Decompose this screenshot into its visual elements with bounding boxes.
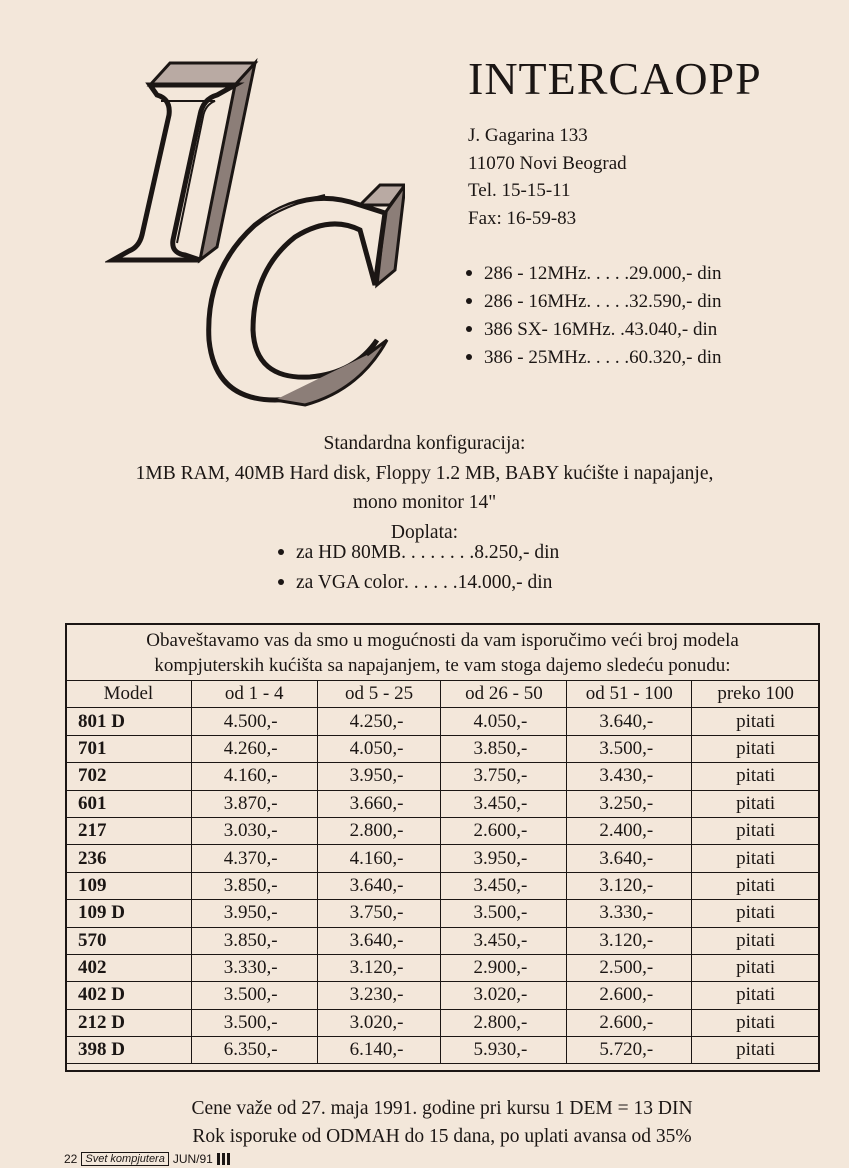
price-item bbox=[466, 288, 722, 316]
model-cell: 217 bbox=[66, 817, 192, 844]
model-cell: 402 bbox=[66, 954, 192, 981]
model-cell: 570 bbox=[66, 927, 192, 954]
price-cell: 3.640,- bbox=[567, 708, 692, 735]
address-street: J. Gagarina 133 bbox=[468, 125, 588, 146]
table-header-row bbox=[66, 681, 820, 708]
price-cell: 3.120,- bbox=[567, 872, 692, 899]
price-cell: 4.250,- bbox=[317, 708, 441, 735]
price-cell: 2.800,- bbox=[317, 817, 441, 844]
column-header: Model bbox=[66, 681, 192, 708]
column-header: od 51 - 100 bbox=[567, 681, 692, 708]
option-item bbox=[278, 538, 559, 568]
price-item-dots: . . . . . bbox=[586, 291, 630, 312]
price-item-price: 29.000,- din bbox=[629, 263, 722, 284]
price-cell: 2.600,- bbox=[567, 1009, 692, 1036]
bullet-icon bbox=[466, 326, 472, 332]
bullet-icon bbox=[278, 549, 284, 555]
issue-label: JUN/91 bbox=[172, 1152, 213, 1166]
price-cell: 3.660,- bbox=[317, 790, 441, 817]
table-row bbox=[66, 790, 820, 817]
table-row bbox=[66, 708, 820, 735]
option-dots: . . . . . . bbox=[403, 571, 458, 593]
case-price-table bbox=[65, 680, 820, 1064]
address-city: 11070 Novi Beograd bbox=[468, 152, 627, 174]
delivery-terms: Rok isporuke od ODMAH do 15 dana, po uplati avansa od 35% bbox=[192, 1126, 692, 1147]
terms bbox=[0, 1095, 849, 1151]
price-cell: 3.850,- bbox=[191, 927, 317, 954]
price-cell-ask: pitati bbox=[692, 927, 820, 954]
option-dots: . . . . . . . . bbox=[401, 542, 475, 563]
price-cell: 2.400,- bbox=[567, 817, 692, 844]
price-cell: 3.500,- bbox=[441, 900, 567, 927]
price-cell: 3.500,- bbox=[191, 982, 317, 1009]
price-cell-ask: pitati bbox=[692, 1009, 820, 1036]
barcode-icon bbox=[217, 1153, 230, 1165]
price-cell: 3.120,- bbox=[567, 927, 692, 954]
computer-price-list bbox=[466, 260, 722, 372]
company-address bbox=[468, 122, 627, 232]
price-item-model: 386 - 25MHz bbox=[484, 347, 587, 368]
model-cell: 601 bbox=[66, 790, 192, 817]
model-cell: 109 bbox=[66, 872, 192, 899]
price-cell: 2.600,- bbox=[441, 817, 567, 844]
model-cell: 702 bbox=[66, 763, 192, 790]
table-body bbox=[66, 708, 820, 1064]
config-line: 1MB RAM, 40MB Hard disk, Floppy 1.2 MB, BABY kućište i napajanje, bbox=[135, 462, 714, 484]
price-item-model: 286 - 16MHz bbox=[484, 291, 587, 312]
price-cell: 3.950,- bbox=[317, 763, 441, 790]
price-cell: 3.450,- bbox=[441, 790, 567, 817]
price-cell: 6.350,- bbox=[191, 1037, 317, 1064]
price-cell: 2.900,- bbox=[441, 954, 567, 981]
table-row bbox=[66, 817, 820, 844]
price-cell-ask: pitati bbox=[692, 708, 820, 735]
price-cell: 3.950,- bbox=[441, 845, 567, 872]
price-cell-ask: pitati bbox=[692, 763, 820, 790]
price-cell-ask: pitati bbox=[692, 900, 820, 927]
offer-notice bbox=[67, 625, 818, 680]
price-item-model: 386 SX- 16MHz bbox=[484, 319, 611, 340]
price-cell: 4.160,- bbox=[191, 763, 317, 790]
table-row bbox=[66, 735, 820, 762]
price-item-dots: . . . . . bbox=[586, 347, 630, 368]
price-cell: 3.850,- bbox=[441, 735, 567, 762]
price-item-model: 286 - 12MHz bbox=[484, 263, 587, 284]
ic-logo bbox=[105, 55, 405, 415]
table-row bbox=[66, 927, 820, 954]
price-cell: 4.050,- bbox=[441, 708, 567, 735]
price-cell: 3.500,- bbox=[567, 735, 692, 762]
table-row bbox=[66, 763, 820, 790]
table-row bbox=[66, 845, 820, 872]
price-cell-ask: pitati bbox=[692, 845, 820, 872]
price-cell: 3.750,- bbox=[441, 763, 567, 790]
extra-cost-heading: Doplata: bbox=[390, 521, 459, 543]
price-cell: 4.050,- bbox=[317, 735, 441, 762]
price-cell: 2.800,- bbox=[441, 1009, 567, 1036]
price-cell: 3.120,- bbox=[317, 954, 441, 981]
price-cell-ask: pitati bbox=[692, 1037, 820, 1064]
option-label: za VGA color bbox=[296, 571, 404, 593]
price-cell: 5.930,- bbox=[441, 1037, 567, 1064]
extra-options bbox=[278, 538, 559, 597]
company-name: INTERCAOPP bbox=[468, 53, 762, 104]
price-cell: 4.260,- bbox=[191, 735, 317, 762]
price-item-price: 32.590,- din bbox=[629, 291, 722, 312]
logo-letter-i bbox=[113, 63, 255, 260]
model-cell: 402 D bbox=[66, 982, 192, 1009]
bullet-icon bbox=[466, 270, 472, 276]
price-cell: 3.230,- bbox=[317, 982, 441, 1009]
model-cell: 236 bbox=[66, 845, 192, 872]
page-footer bbox=[64, 1152, 230, 1166]
price-cell-ask: pitati bbox=[692, 817, 820, 844]
price-cell: 3.850,- bbox=[191, 872, 317, 899]
model-cell: 701 bbox=[66, 735, 192, 762]
price-cell: 3.500,- bbox=[191, 1009, 317, 1036]
table-row bbox=[66, 900, 820, 927]
column-header: preko 100 bbox=[692, 681, 820, 708]
price-cell: 3.640,- bbox=[317, 872, 441, 899]
price-cell: 3.870,- bbox=[191, 790, 317, 817]
price-cell: 3.640,- bbox=[567, 845, 692, 872]
price-cell: 3.450,- bbox=[441, 872, 567, 899]
price-item-price: 60.320,- din bbox=[629, 347, 722, 368]
option-item bbox=[278, 568, 559, 598]
bullet-icon bbox=[466, 298, 472, 304]
price-cell: 2.500,- bbox=[567, 954, 692, 981]
table-row bbox=[66, 954, 820, 981]
bullet-icon bbox=[278, 579, 284, 585]
price-item bbox=[466, 260, 722, 288]
magazine-name: Svet kompjutera bbox=[81, 1152, 168, 1166]
price-validity: Cene važe od 27. maja 1991. godine pri kursu 1 DEM = 13 DIN bbox=[191, 1098, 693, 1119]
price-item-price: 43.040,- din bbox=[624, 319, 718, 340]
price-cell: 3.640,- bbox=[317, 927, 441, 954]
price-item-dots: . . bbox=[610, 319, 625, 340]
price-item-dots: . . . . . bbox=[586, 263, 630, 284]
price-cell-ask: pitati bbox=[692, 954, 820, 981]
standard-configuration bbox=[0, 429, 849, 547]
price-cell: 3.950,- bbox=[191, 900, 317, 927]
price-cell: 3.750,- bbox=[317, 900, 441, 927]
model-cell: 109 D bbox=[66, 900, 192, 927]
price-cell: 3.450,- bbox=[441, 927, 567, 954]
price-cell: 6.140,- bbox=[317, 1037, 441, 1064]
price-cell: 4.160,- bbox=[317, 845, 441, 872]
option-label: za HD 80MB bbox=[296, 542, 402, 563]
table-row bbox=[66, 872, 820, 899]
bullet-icon bbox=[466, 354, 472, 360]
price-cell: 5.720,- bbox=[567, 1037, 692, 1064]
price-cell: 3.330,- bbox=[567, 900, 692, 927]
option-price: 14.000,- din bbox=[457, 571, 553, 593]
price-cell: 3.020,- bbox=[317, 1009, 441, 1036]
config-line: mono monitor 14" bbox=[352, 492, 497, 513]
price-cell: 2.600,- bbox=[567, 982, 692, 1009]
table-row bbox=[66, 1009, 820, 1036]
price-cell-ask: pitati bbox=[692, 790, 820, 817]
price-item bbox=[466, 344, 722, 372]
logo-letter-c bbox=[209, 185, 405, 405]
price-cell: 3.020,- bbox=[441, 982, 567, 1009]
address-phone: Tel. 15-15-11 bbox=[468, 180, 571, 201]
price-cell: 4.500,- bbox=[191, 708, 317, 735]
table-row bbox=[66, 1037, 820, 1064]
address-fax: Fax: 16-59-83 bbox=[468, 207, 577, 229]
price-cell: 3.330,- bbox=[191, 954, 317, 981]
price-cell: 3.250,- bbox=[567, 790, 692, 817]
option-price: 8.250,- din bbox=[474, 542, 560, 563]
notice-line: Obaveštavamo vas da smo u mogućnosti da vam isporučimo veći broj modela bbox=[146, 630, 739, 651]
price-cell: 3.430,- bbox=[567, 763, 692, 790]
price-cell-ask: pitati bbox=[692, 872, 820, 899]
case-offer-box bbox=[65, 623, 820, 1072]
notice-line: kompjuterskih kućišta sa napajanjem, te vam stoga dajemo sledeću ponudu: bbox=[154, 655, 731, 676]
price-cell-ask: pitati bbox=[692, 735, 820, 762]
price-cell: 4.370,- bbox=[191, 845, 317, 872]
page-number: 22 bbox=[64, 1152, 78, 1166]
config-heading: Standardna konfiguracija: bbox=[323, 433, 526, 454]
table-row bbox=[66, 982, 820, 1009]
price-cell-ask: pitati bbox=[692, 982, 820, 1009]
model-cell: 398 D bbox=[66, 1037, 192, 1064]
column-header: od 26 - 50 bbox=[441, 681, 567, 708]
column-header: od 5 - 25 bbox=[317, 681, 441, 708]
price-item bbox=[466, 316, 722, 344]
model-cell: 801 D bbox=[66, 708, 192, 735]
price-cell: 3.030,- bbox=[191, 817, 317, 844]
column-header: od 1 - 4 bbox=[191, 681, 317, 708]
model-cell: 212 D bbox=[66, 1009, 192, 1036]
